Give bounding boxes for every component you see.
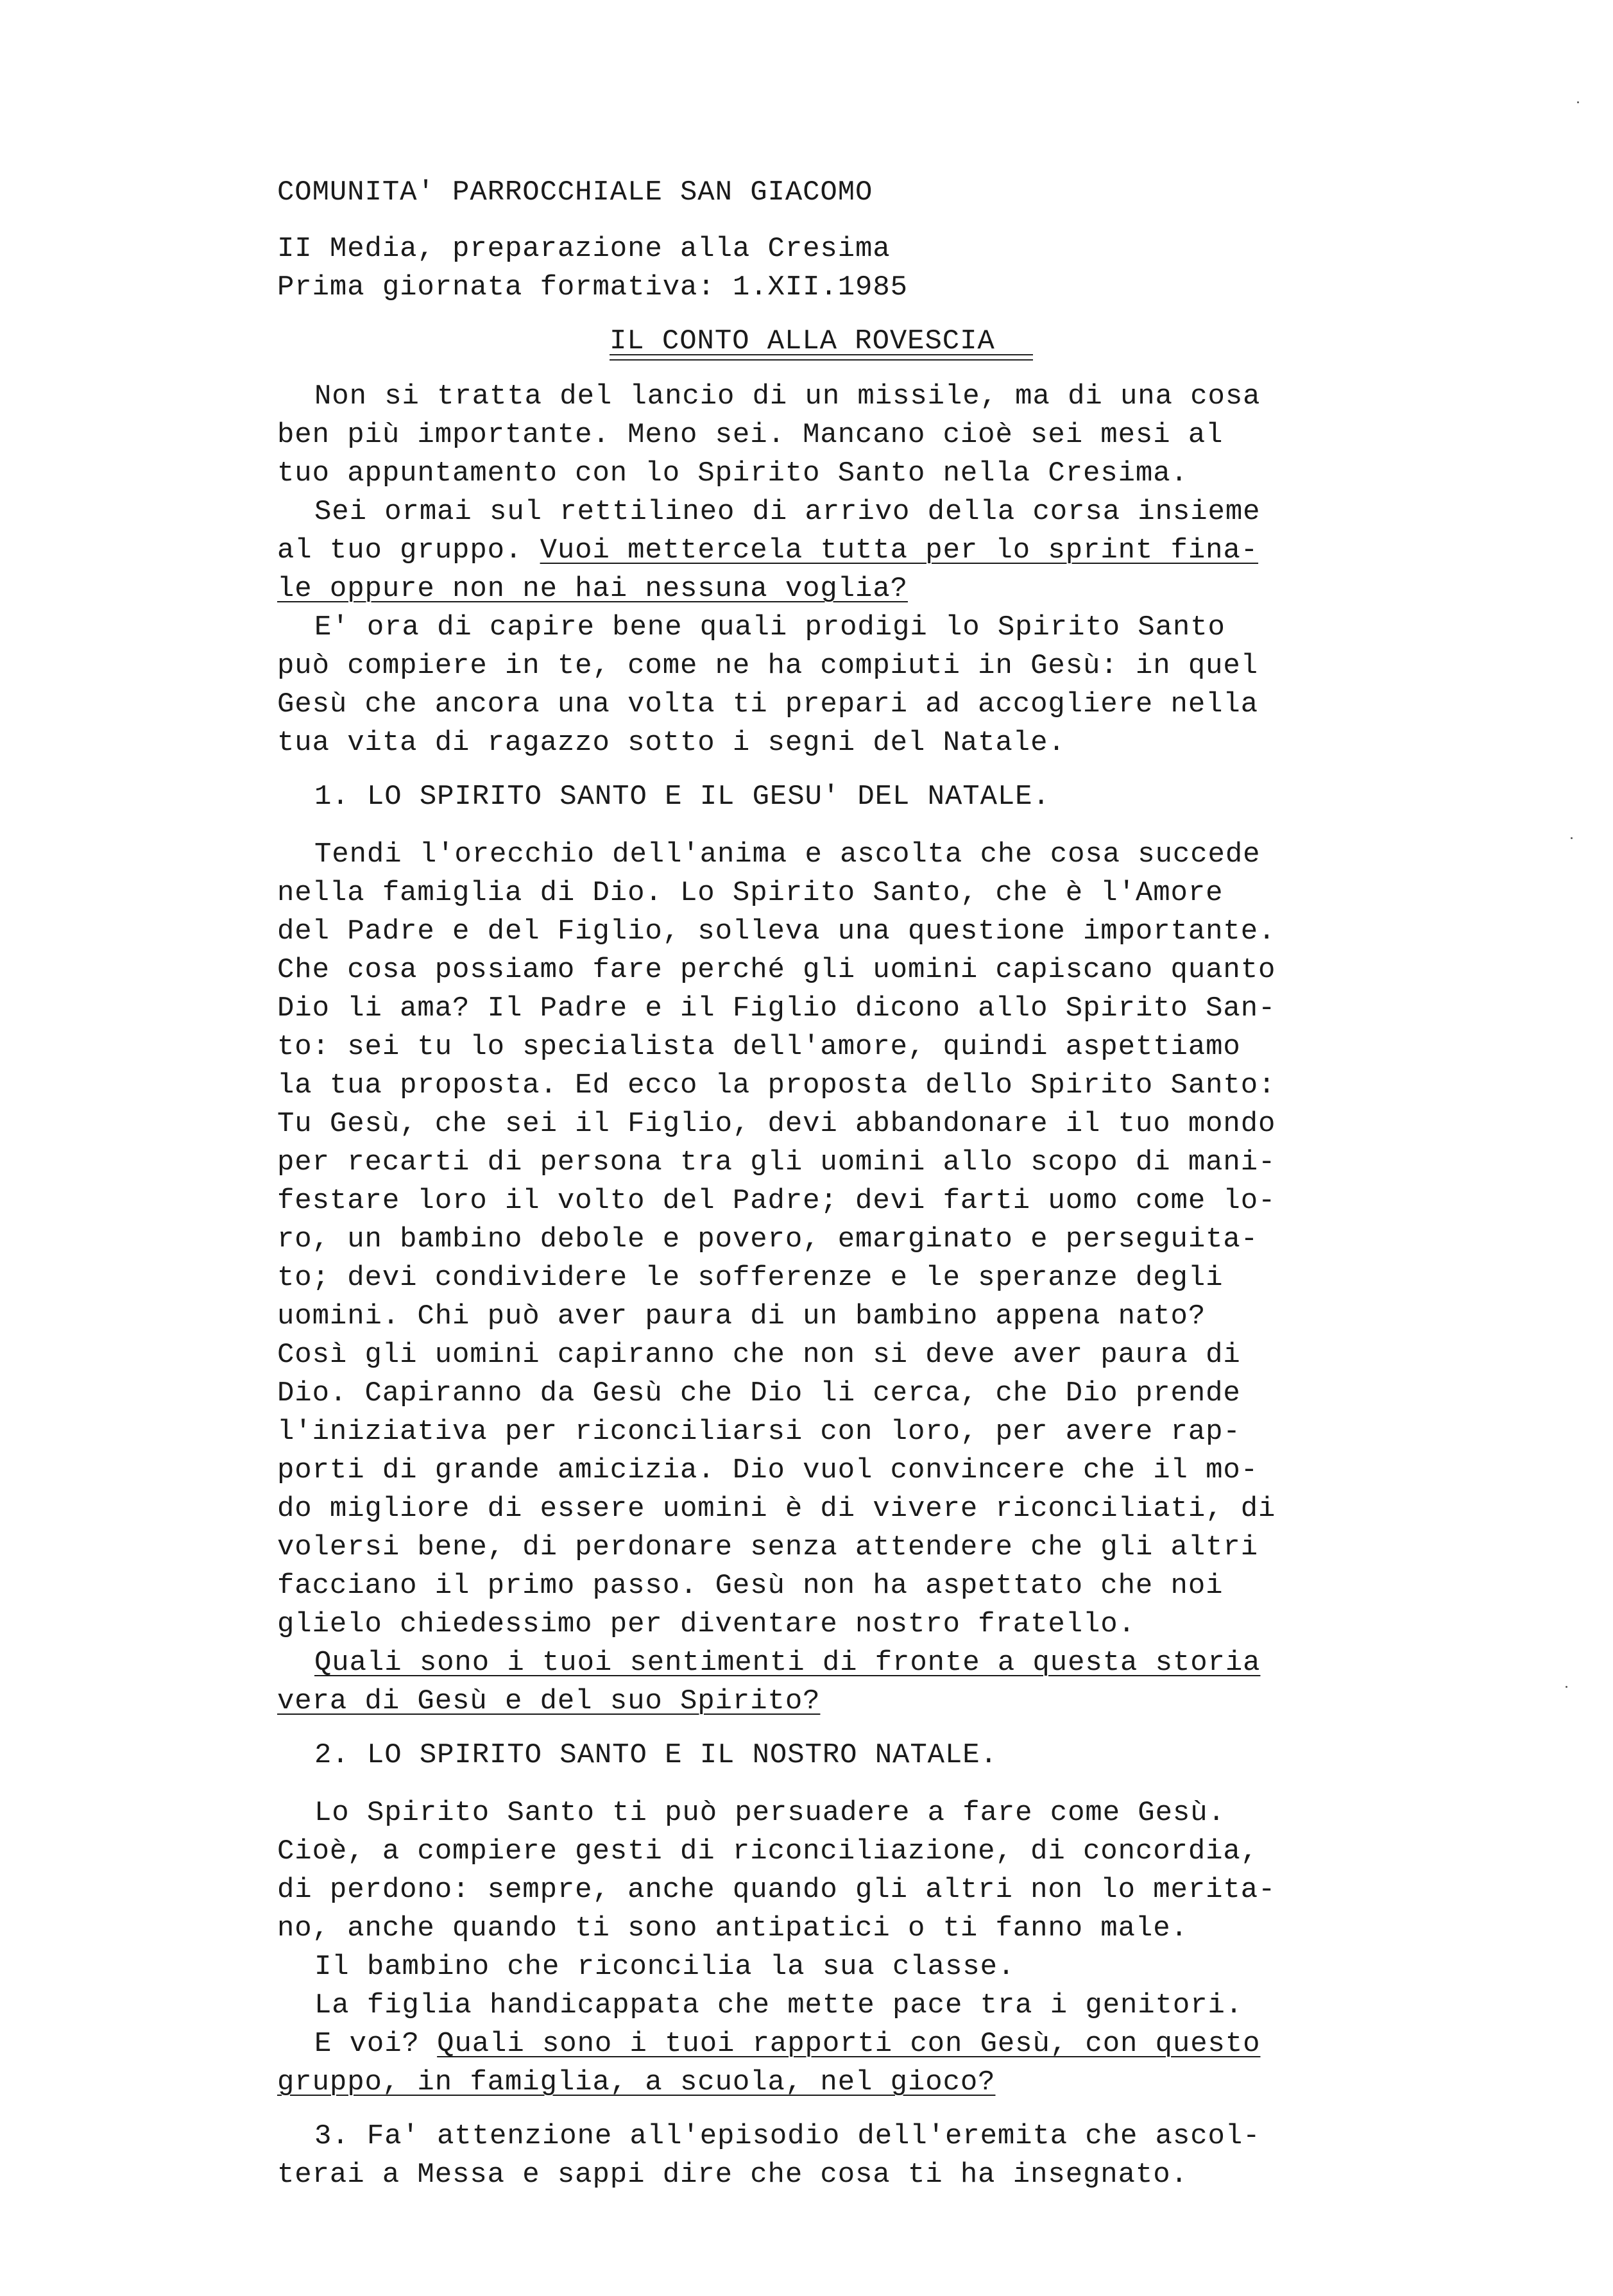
underlined-question: Quali sono i tuoi sentimenti di fronte a questa storia bbox=[314, 1647, 1261, 1679]
community-heading: COMUNITA' PARROCCHIALE SAN GIACOMO bbox=[277, 176, 873, 208]
intro-line: Sei ormai sul rettilineo di arrivo della corsa insieme bbox=[314, 496, 1261, 528]
section-1-line: to; devi condividere le sofferenze e le speranze degli bbox=[277, 1262, 1224, 1294]
underlined-question: gruppo, in famiglia, a scuola, nel gioco? bbox=[277, 2066, 996, 2098]
section-1-line: Dio. Capiranno da Gesù che Dio li cerca, che Dio prende bbox=[277, 1377, 1241, 1409]
section-1-line: per recarti di persona tra gli uomini allo scopo di mani- bbox=[277, 1146, 1276, 1178]
section-2-line: Il bambino che riconcilia la sua classe. bbox=[314, 1951, 1016, 1983]
section-1-line: la tua proposta. Ed ecco la proposta dello Spirito Santo: bbox=[277, 1069, 1276, 1101]
title-double-underline bbox=[610, 354, 1033, 361]
section-1-heading: 1. LO SPIRITO SANTO E IL GESU' DEL NATALE. bbox=[314, 781, 1050, 813]
underlined-question: Vuoi mettercela tutta per lo sprint fina- bbox=[540, 534, 1259, 566]
section-1-line: facciano il primo passo. Gesù non ha aspettato che noi bbox=[277, 1570, 1224, 1602]
section-2-line: Lo Spirito Santo ti può persuadere a fare come Gesù. bbox=[314, 1797, 1225, 1829]
scan-speck bbox=[1566, 1686, 1567, 1688]
section-1-line: ro, un bambino debole e povero, emarginato e perseguita- bbox=[277, 1223, 1259, 1255]
underlined-question: le oppure non ne hai nessuna voglia? bbox=[277, 573, 908, 605]
section-1-line: Tendi l'orecchio dell'anima e ascolta che cosa succede bbox=[314, 838, 1261, 871]
section-2-text: E voi? bbox=[314, 2028, 438, 2060]
intro-line: E' ora di capire bene quali prodigi lo Spirito Santo bbox=[314, 611, 1225, 643]
class-line: II Media, preparazione alla Cresima bbox=[277, 233, 891, 265]
section-2-line: di perdono: sempre, anche quando gli altri non lo merita- bbox=[277, 1874, 1276, 1906]
scan-speck bbox=[1571, 837, 1573, 839]
scan-speck bbox=[1577, 101, 1579, 103]
intro-line: può compiere in te, come ne ha compiuti in Gesù: in quel bbox=[277, 650, 1259, 682]
intro-text: al tuo gruppo. bbox=[277, 534, 540, 566]
section-1-line: Così gli uomini capiranno che non si deve aver paura di bbox=[277, 1339, 1241, 1371]
section-1-line: to: sei tu lo specialista dell'amore, quindi aspettiamo bbox=[277, 1031, 1241, 1063]
section-1-line: nella famiglia di Dio. Lo Spirito Santo, che è l'Amore bbox=[277, 877, 1224, 909]
section-2-line: La figlia handicappata che mette pace tra i genitori. bbox=[314, 1989, 1243, 2021]
underlined-question: vera di Gesù e del suo Spirito? bbox=[277, 1685, 821, 1717]
intro-line: Gesù che ancora una volta ti prepari ad accogliere nella bbox=[277, 688, 1259, 720]
date-line: Prima giornata formativa: 1.XII.1985 bbox=[277, 271, 908, 303]
section-1-line: Dio li ama? Il Padre e il Figlio dicono allo Spirito San- bbox=[277, 992, 1276, 1025]
intro-line: ben più importante. Meno sei. Mancano cioè sei mesi al bbox=[277, 419, 1224, 451]
section-1-line: del Padre e del Figlio, solleva una questione importante. bbox=[277, 915, 1276, 948]
section-3-line: 3. Fa' attenzione all'episodio dell'eremita che ascol- bbox=[314, 2120, 1261, 2152]
intro-line: Non si tratta del lancio di un missile, ma di una cosa bbox=[314, 380, 1261, 412]
section-1-line: l'iniziativa per riconciliarsi con loro, per avere rap- bbox=[277, 1416, 1241, 1448]
section-1-line: festare loro il volto del Padre; devi farti uomo come lo- bbox=[277, 1185, 1276, 1217]
section-1-line: Tu Gesù, che sei il Figlio, devi abbandonare il tuo mondo bbox=[277, 1108, 1276, 1140]
section-2-line: Cioè, a compiere gesti di riconciliazione, di concordia, bbox=[277, 1835, 1259, 1867]
section-3-line: terai a Messa e sappi dire che cosa ti ha insegnato. bbox=[277, 2159, 1188, 2191]
section-2-line: no, anche quando ti sono antipatici o ti fanno male. bbox=[277, 1912, 1188, 1944]
intro-line: tuo appuntamento con lo Spirito Santo nella Cresima. bbox=[277, 457, 1188, 489]
section-1-line: uomini. Chi può aver paura di un bambino appena nato? bbox=[277, 1300, 1206, 1332]
section-1-line: porti di grande amicizia. Dio vuol convincere che il mo- bbox=[277, 1454, 1259, 1486]
section-2-heading: 2. LO SPIRITO SANTO E IL NOSTRO NATALE. bbox=[314, 1739, 998, 1771]
section-1-line: Che cosa possiamo fare perché gli uomini capiscano quanto bbox=[277, 954, 1276, 986]
section-1-line: volersi bene, di perdonare senza attendere che gli altri bbox=[277, 1531, 1259, 1563]
section-2-line bbox=[314, 2025, 1260, 2063]
section-1-line: glielo chiedessimo per diventare nostro fratello. bbox=[277, 1608, 1136, 1640]
page-title: IL CONTO ALLA ROVESCIA bbox=[610, 325, 995, 357]
section-1-line: do migliore di essere uomini è di vivere riconciliati, di bbox=[277, 1493, 1276, 1525]
underlined-question: Quali sono i tuoi rapporti con Gesù, con questo bbox=[437, 2028, 1261, 2060]
intro-line: tua vita di ragazzo sotto i segni del Natale. bbox=[277, 727, 1066, 759]
intro-line bbox=[277, 531, 1258, 570]
